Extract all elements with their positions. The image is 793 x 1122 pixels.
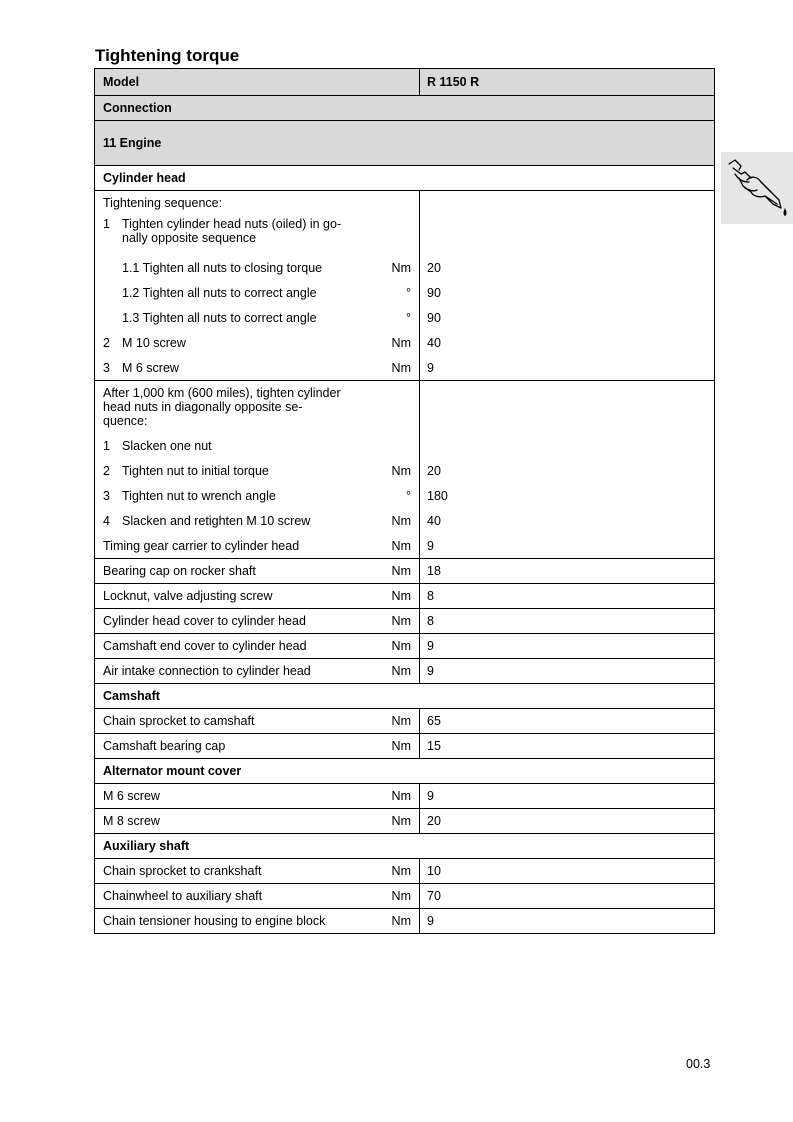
connection-row: [95, 95, 714, 120]
table-row: Camshaft end cover to cylinder head Nm 9: [95, 633, 714, 658]
table-row: Locknut, valve adjusting screw Nm 8: [95, 583, 714, 608]
table-row: Chainwheel to auxiliary shaft Nm 70: [95, 883, 714, 908]
torque-value: 180: [427, 488, 448, 503]
table-row: Bearing cap on rocker shaft Nm 18: [95, 558, 714, 583]
section-title: Cylinder head: [103, 171, 186, 185]
cylinder-head-rows: [95, 533, 714, 683]
torque-value: 40: [427, 335, 441, 350]
section-alternator: [95, 758, 714, 783]
sequence-step: 2 Tighten nut to initial torque Nm: [95, 458, 420, 483]
sequence-intro: Tightening sequence:: [95, 191, 420, 215]
table-row: Chain tensioner housing to engine block Nm 9: [95, 908, 714, 933]
torque-value: 9: [427, 360, 434, 375]
sequence-step: 1 Tighten cylinder head nuts (oiled) in go- nally opposite sequence: [95, 215, 420, 255]
section-tab: [721, 152, 793, 224]
torque-value: 20: [427, 463, 441, 478]
sequence-step: 4 Slacken and retighten M 10 screw Nm: [95, 508, 420, 533]
sequence-step: 1 Slacken one nut: [95, 433, 420, 458]
section-title: Auxiliary shaft: [103, 839, 190, 853]
sequence-step: 3 M 6 screw Nm: [95, 355, 420, 380]
group-row: [95, 120, 714, 165]
model-value: R 1150 R: [427, 75, 480, 89]
table-row: M 8 screw Nm 20: [95, 808, 714, 833]
table-row: M 6 screw Nm 9: [95, 783, 714, 808]
sequence-step: 2 M 10 screw Nm: [95, 330, 420, 355]
section-camshaft: [95, 683, 714, 708]
model-row: [95, 69, 714, 95]
oil-can-hand-icon: [721, 152, 793, 224]
table-row: Air intake connection to cylinder head Nm 9: [95, 658, 714, 683]
page-title: Tightening torque: [95, 46, 240, 65]
section-cylinder-head: [95, 165, 714, 190]
table-row: Camshaft bearing cap Nm 15: [95, 733, 714, 758]
retighten-sequence-block: [95, 380, 714, 533]
torque-value: 90: [427, 285, 441, 300]
connection-label: Connection: [103, 101, 172, 115]
section-title: Alternator mount cover: [103, 764, 242, 778]
section-auxiliary-shaft: [95, 833, 714, 858]
group-label: 11 Engine: [103, 136, 162, 150]
torque-table: [94, 68, 715, 934]
torque-value: 20: [427, 260, 441, 275]
sequence-substep: 1.2 Tighten all nuts to correct angle °: [95, 280, 420, 305]
table-row: Chain sprocket to crankshaft Nm 10: [95, 858, 714, 883]
sequence-substep: 1.1 Tighten all nuts to closing torque Nm: [95, 255, 420, 280]
page-number: 00.3: [686, 1057, 711, 1071]
section-title: Camshaft: [103, 689, 160, 703]
torque-value: 90: [427, 310, 441, 325]
table-row: Timing gear carrier to cylinder head Nm 9: [95, 533, 714, 558]
torque-value: 40: [427, 513, 441, 528]
table-row: Chain sprocket to camshaft Nm 65: [95, 708, 714, 733]
table-row: Cylinder head cover to cylinder head Nm 8: [95, 608, 714, 633]
retighten-intro: After 1,000 km (600 miles), tighten cylinder head nuts in diagonally opposite se- quence:: [95, 381, 420, 433]
tightening-sequence-block: [95, 190, 714, 380]
sequence-substep: 1.3 Tighten all nuts to correct angle °: [95, 305, 420, 330]
model-label: Model: [103, 75, 140, 89]
sequence-step: 3 Tighten nut to wrench angle °: [95, 483, 420, 508]
